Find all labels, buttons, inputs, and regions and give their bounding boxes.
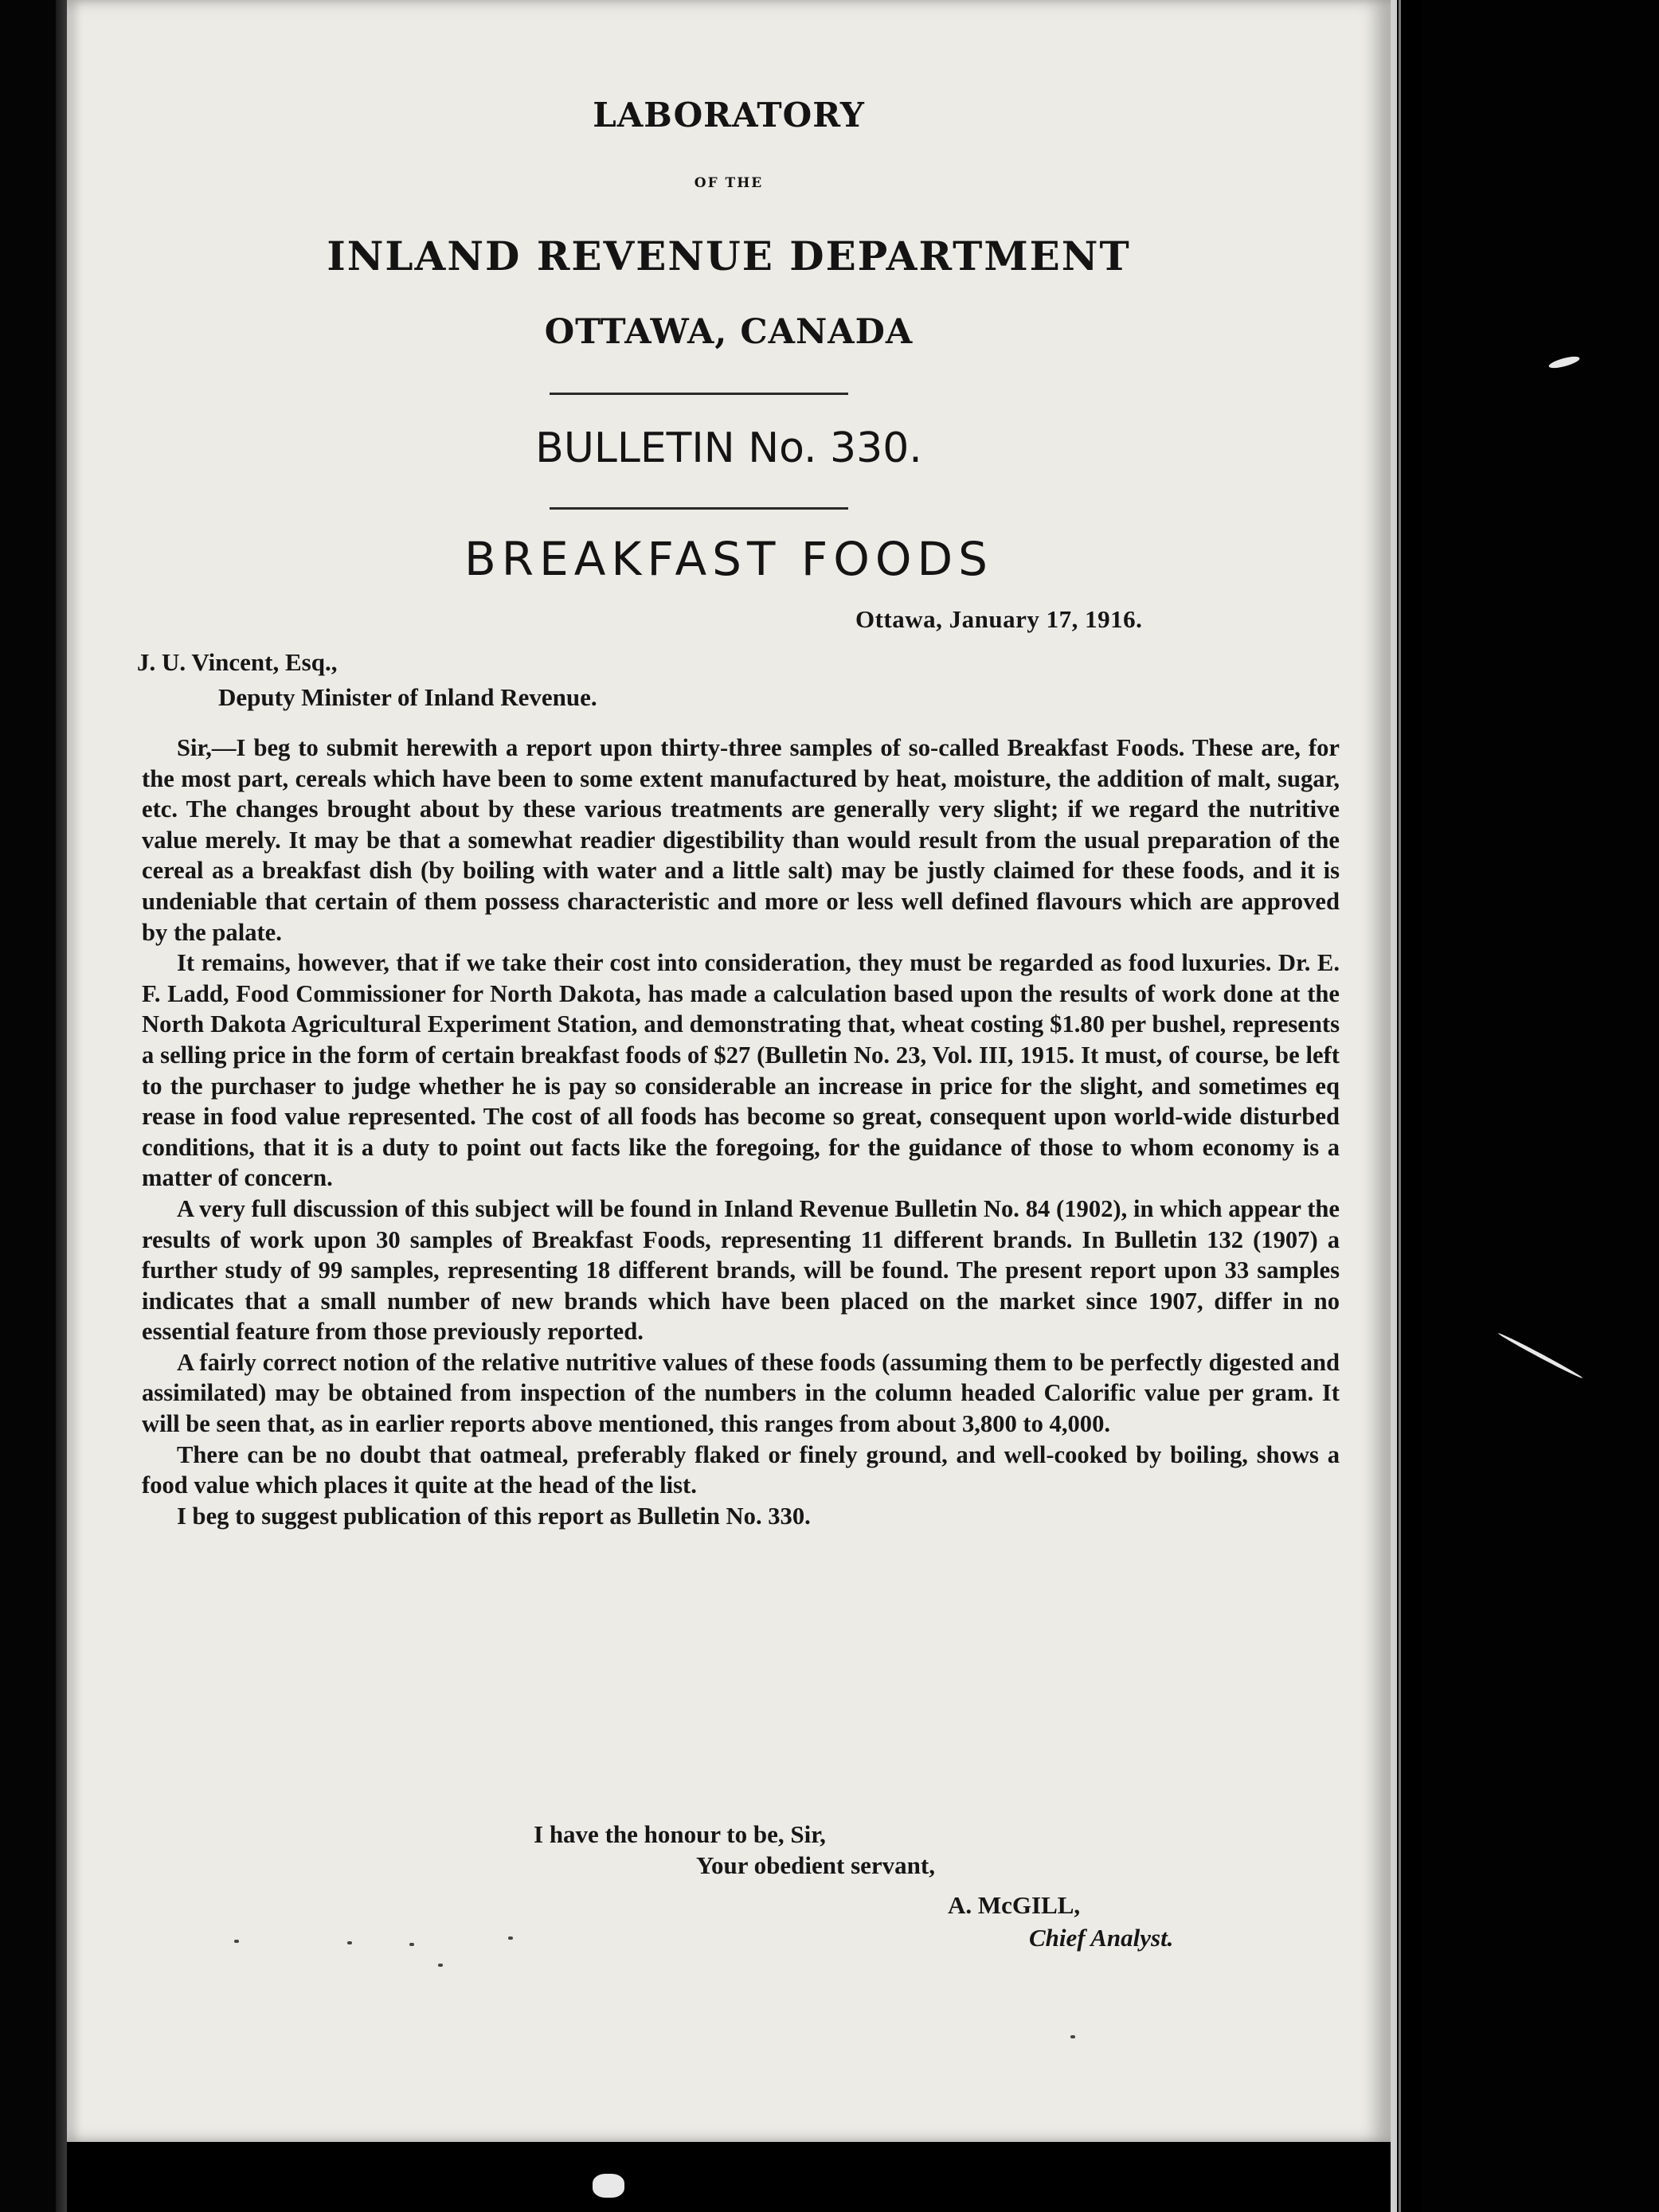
- scan-speck: [1070, 2035, 1075, 2038]
- addressee-name: J. U. Vincent, Esq.,: [137, 648, 338, 676]
- addressee-block: [137, 645, 597, 715]
- scan-speck: [1547, 354, 1580, 370]
- paragraph: It remains, however, that if we take their cost into consideration, they must be regarded as food luxuries. Dr. E. F. Ladd, Food Commissioner for North Dakota, has made a calculation based upon the results of work done at the North Dakota Agricultural Experiment Station, and demonstrating that, wheat costing $1.80 per bushel, represents a selling price in the form of certain breakfast foods of $27 (Bulletin No. 23, Vol. III, 1915. It must, of course, be left to the purchaser to judge whether he is pay so considerable an increase in price for the slight, and sometimes eq rease in food value represented. The cost of all foods has become so great, consequent upon world-wide disturbed conditions, that it is a duty to point out facts like the foregoing, for the guidance of those to whom economy is a matter of concern.: [142, 949, 1340, 1192]
- left-page-edge: [56, 0, 67, 2212]
- dateline: Ottawa, January 17, 1916.: [855, 605, 1143, 633]
- signature-title: Chief Analyst.: [1029, 1924, 1174, 1952]
- bottom-scan-border: [67, 2142, 1391, 2212]
- addressee-position: Deputy Minister of Inland Revenue.: [218, 683, 597, 711]
- paragraph: Sir,—I beg to submit herewith a report upon thirty-three samples of so-called Breakfast Foods. These are, for the most part, cereals which have been to some extent manufactured by heat, moisture, the addition of malt, sugar, etc. The changes brought about by these various treatments are generally very slight; if we regard the nutritive value merely. It may be that a somewhat readier digestibility than would result from the usual preparation of the cereal as a breakfast dish (by boiling with water and a little salt) may be justly claimed for these foods, and it is undeniable that certain of them possess characteristic and more or less well defined flavours which are approved by the palate.: [142, 734, 1340, 946]
- letter-body: [142, 733, 1340, 1531]
- document-title: BREAKFAST FOODS: [464, 532, 993, 586]
- bulletin-number: BULLETIN No. 330.: [535, 424, 922, 472]
- paragraph: A fairly correct notion of the relative nutritive values of these foods (assuming them to be perfectly digested and assimilated) may be obtained from inspection of the numbers in the column headed Calorific value per gram. It will be seen that, as in earlier reports above mentioned, this ranges from about 3,800 to 4,000.: [142, 1348, 1340, 1438]
- header-department: INLAND REVENUE DEPARTMENT: [327, 233, 1131, 279]
- page-right-edge: [1391, 0, 1397, 2212]
- gutter-line: [1399, 0, 1401, 2212]
- scan-speck: [508, 1936, 513, 1940]
- header-location: OTTAWA, CANADA: [544, 312, 914, 352]
- scan-scratch: [1497, 1331, 1583, 1380]
- scan-speck: [347, 1941, 352, 1944]
- divider-rule-bottom: [550, 507, 848, 510]
- divider-rule-top: [550, 393, 848, 395]
- paragraph: There can be no doubt that oatmeal, preferably flaked or finely ground, and well-cooked by boiling, shows a food value which places it quite at the head of the list.: [142, 1440, 1340, 1499]
- page-content: [67, 0, 1391, 2142]
- closing-line-1: I have the honour to be, Sir,: [534, 1820, 826, 1848]
- closing-line-2: Your obedient servant,: [696, 1851, 935, 1879]
- paragraph: I beg to suggest publication of this report as Bulletin No. 330.: [177, 1502, 811, 1530]
- adjacent-page-dark: [1421, 0, 1659, 2212]
- scan-speck: [409, 1943, 414, 1946]
- signature-name: A. McGILL,: [948, 1891, 1081, 1919]
- left-scan-border: [0, 0, 56, 2212]
- document-page: [67, 0, 1391, 2142]
- paragraph: A very full discussion of this subject will be found in Inland Revenue Bulletin No. 84 (1902), in which appear the results of work upon 30 samples of Breakfast Foods, representing 11 different brands. In Bulletin 132 (1907) a further study of 99 samples, representing 18 different brands, will be found. The present report upon 33 samples indicates that a small number of new brands which have been placed on the market since 1907, differ in no essential feature from those previously reported.: [142, 1194, 1340, 1346]
- scan-speck: [234, 1940, 239, 1943]
- header-of-the: OF THE: [694, 175, 764, 191]
- scan-speck: [593, 2174, 624, 2198]
- scan-speck: [438, 1964, 443, 1967]
- header-laboratory: LABORATORY: [593, 96, 865, 135]
